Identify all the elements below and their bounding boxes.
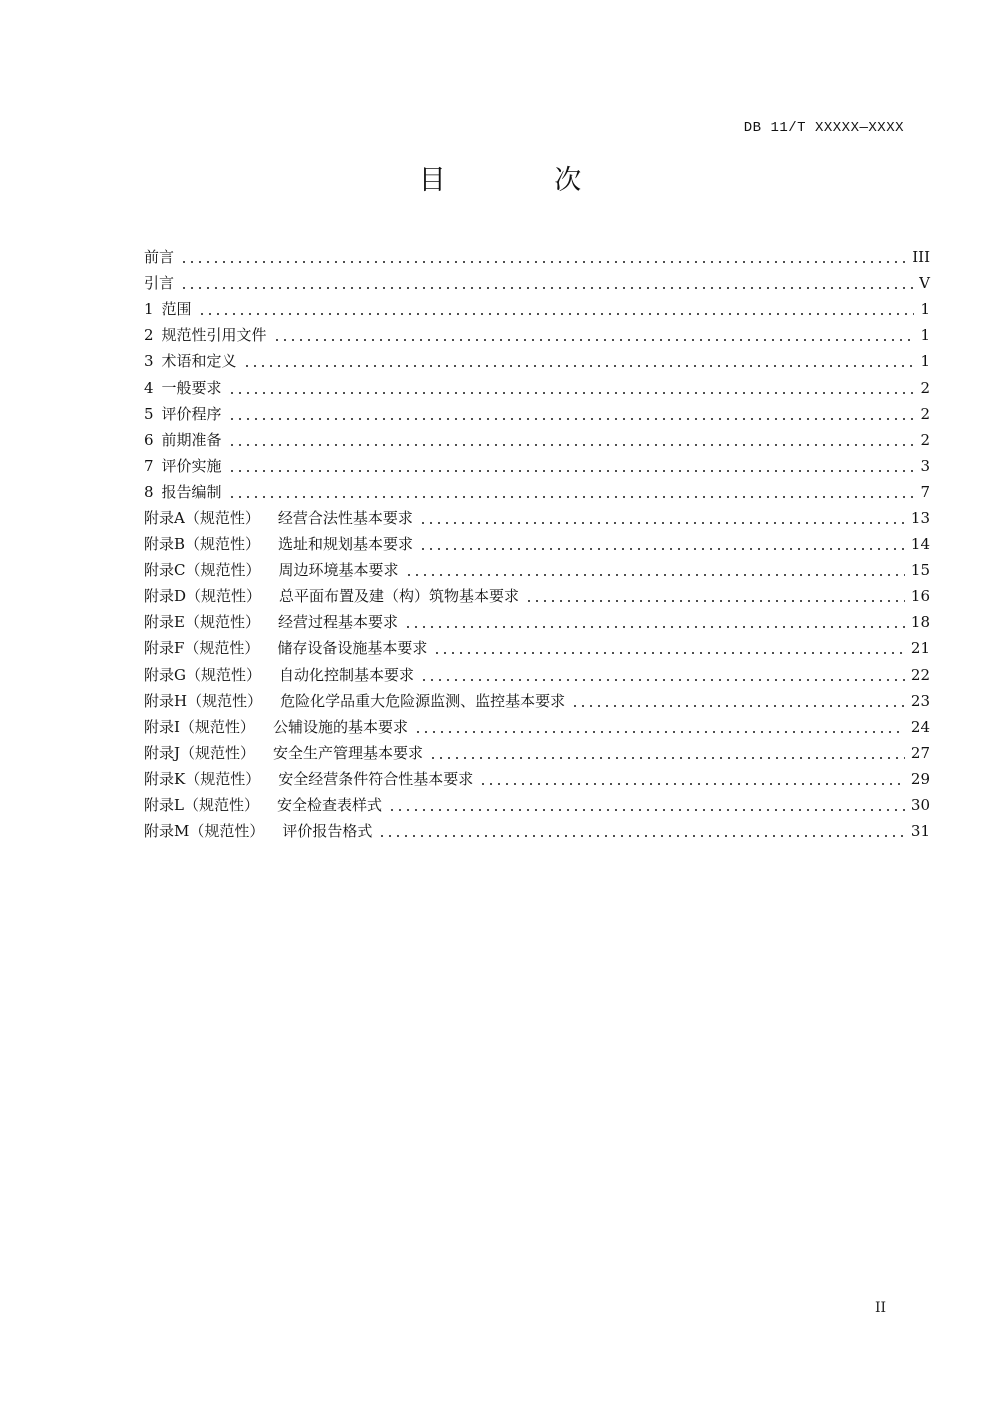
dot-leader xyxy=(228,496,914,498)
toc-entry-annex-label: 附录M（规范性） xyxy=(144,822,265,841)
dot-leader xyxy=(404,626,905,628)
dot-leader xyxy=(228,470,914,472)
toc-entry[interactable] xyxy=(144,427,930,453)
dot-leader xyxy=(228,392,914,394)
dot-leader xyxy=(429,757,905,759)
dot-leader xyxy=(273,339,914,341)
toc-entry-annex-label: 附录C（规范性） xyxy=(144,561,261,580)
dot-leader xyxy=(419,548,905,550)
toc-entry[interactable] xyxy=(144,505,930,531)
toc-entry[interactable] xyxy=(144,348,930,374)
toc-entry-page: 27 xyxy=(910,743,930,762)
toc-entry-page: 18 xyxy=(910,613,930,632)
toc-entry-title: 前期准备 xyxy=(161,430,222,449)
toc-entry-annex-label: 附录F（规范性） xyxy=(144,639,260,658)
toc-entry-annex-label: 附录H（规范性） xyxy=(144,691,263,710)
toc-entry-annex-label: 附录B（规范性） xyxy=(144,535,261,554)
dot-leader xyxy=(420,679,905,681)
dot-leader xyxy=(419,522,905,524)
toc-entry[interactable] xyxy=(144,714,930,740)
toc-entry-number: 1 xyxy=(144,300,154,319)
toc-entry-annex-label: 附录K（规范性） xyxy=(144,769,261,788)
page-title: 目 次 xyxy=(418,165,632,196)
toc-entry-title: 规范性引用文件 xyxy=(161,326,267,345)
toc-entry-annex-label: 附录J（规范性） xyxy=(144,743,256,762)
toc-entry-title: 储存设备设施基本要求 xyxy=(277,639,428,658)
toc-entry-title: 安全经营条件符合性基本要求 xyxy=(278,769,474,788)
toc-entry-page: 2 xyxy=(920,378,930,397)
toc-entry-page: 24 xyxy=(910,717,930,736)
toc-entry-annex-label: 附录E（规范性） xyxy=(144,613,260,632)
toc-entry-number: 7 xyxy=(144,456,154,475)
toc-entry-number: 6 xyxy=(144,430,154,449)
dot-leader xyxy=(180,287,913,289)
toc-entry-title: 危险化学品重大危险源监测、监控基本要求 xyxy=(280,691,566,710)
toc-entry-number: 4 xyxy=(144,378,154,397)
toc-entry-page: 23 xyxy=(910,691,930,710)
toc-entry[interactable] xyxy=(144,740,930,766)
toc-entry-title: 范围 xyxy=(161,300,192,319)
toc-entry-title: 一般要求 xyxy=(161,378,222,397)
toc-entry[interactable] xyxy=(144,609,930,635)
toc-entry-page: 29 xyxy=(910,769,930,788)
dot-leader xyxy=(571,705,905,707)
toc-entry-page: 3 xyxy=(920,456,930,475)
toc-entry-page: 7 xyxy=(920,482,930,501)
toc-entry[interactable] xyxy=(144,401,930,427)
toc-entry-page: 1 xyxy=(920,300,930,319)
toc-entry-title: 经营合法性基本要求 xyxy=(277,508,413,527)
dot-leader xyxy=(433,652,904,654)
toc-entry-title: 评价程序 xyxy=(161,404,222,423)
toc-entry-number: 5 xyxy=(144,404,154,423)
toc-entry[interactable] xyxy=(144,818,930,844)
dot-leader xyxy=(378,835,905,837)
dot-leader xyxy=(180,261,906,263)
toc-entry[interactable] xyxy=(144,244,930,270)
dot-leader xyxy=(405,574,905,576)
dot-leader xyxy=(414,731,905,733)
dot-leader xyxy=(388,809,905,811)
doc-code: DB 11/T XXXXX—XXXX xyxy=(743,120,904,136)
dot-leader xyxy=(479,783,905,785)
toc-entry-title: 自动化控制基本要求 xyxy=(278,665,414,684)
toc-entry-page: 14 xyxy=(910,535,930,554)
toc-entry-page: 21 xyxy=(910,639,930,658)
toc-entry-title: 经营过程基本要求 xyxy=(277,613,398,632)
toc-entry-title: 选址和规划基本要求 xyxy=(278,535,414,554)
toc-entry-page: 31 xyxy=(910,822,930,841)
toc-entry-number: 8 xyxy=(144,482,154,501)
toc-entry-title: 前言 xyxy=(144,248,175,267)
toc-entry-title: 评价实施 xyxy=(161,456,222,475)
toc-entry-page: 2 xyxy=(920,404,930,423)
toc-entry[interactable] xyxy=(144,270,930,296)
dot-leader xyxy=(198,313,914,315)
toc-entry[interactable] xyxy=(144,296,930,322)
toc-entry[interactable] xyxy=(144,662,930,688)
toc-entry-annex-label: 附录G（规范性） xyxy=(144,665,261,684)
toc-entry-page: 22 xyxy=(910,665,930,684)
toc-entry[interactable] xyxy=(144,322,930,348)
toc-entry[interactable] xyxy=(144,583,930,609)
toc-entry[interactable] xyxy=(144,557,930,583)
toc-entry-title: 周边环境基本要求 xyxy=(278,561,399,580)
dot-leader xyxy=(243,365,914,367)
dot-leader xyxy=(228,418,914,420)
dot-leader xyxy=(525,600,905,602)
toc-entry-page: 1 xyxy=(920,326,930,345)
toc-entry-title: 安全生产管理基本要求 xyxy=(273,743,424,762)
toc-entry[interactable] xyxy=(144,635,930,661)
toc-entry-title: 评价报告格式 xyxy=(282,822,373,841)
toc-entry-title: 总平面布置及建（构）筑物基本要求 xyxy=(279,587,520,606)
toc-entry-page: V xyxy=(919,274,930,293)
toc-entry[interactable] xyxy=(144,688,930,714)
toc-entry[interactable] xyxy=(144,766,930,792)
toc-entry[interactable] xyxy=(144,531,930,557)
toc-entry-page: 13 xyxy=(910,508,930,527)
toc-entry-annex-label: 附录D（规范性） xyxy=(144,587,262,606)
toc-entry[interactable] xyxy=(144,453,930,479)
toc-entry-title: 公辅设施的基本要求 xyxy=(272,717,408,736)
toc-entry-page: 1 xyxy=(920,352,930,371)
toc-entry-title: 术语和定义 xyxy=(161,352,237,371)
toc-entry-annex-label: 附录L（规范性） xyxy=(144,796,259,815)
toc-entry-page: III xyxy=(912,248,930,267)
toc-entry-number: 3 xyxy=(144,352,154,371)
toc-entry-page: 15 xyxy=(910,561,930,580)
toc-entry-title: 报告编制 xyxy=(161,482,222,501)
toc-entry-title: 安全检查表样式 xyxy=(276,796,382,815)
toc-entry-annex-label: 附录I（规范性） xyxy=(144,717,255,736)
toc-entry[interactable] xyxy=(144,479,930,505)
dot-leader xyxy=(228,444,914,446)
toc-entry-number: 2 xyxy=(144,326,154,345)
toc-entry-page: 30 xyxy=(910,796,930,815)
toc-entry[interactable] xyxy=(144,374,930,400)
toc-entry-page: 2 xyxy=(920,430,930,449)
page-number: II xyxy=(874,1300,886,1316)
toc-list xyxy=(144,244,930,844)
toc-entry[interactable] xyxy=(144,792,930,818)
toc-entry-title: 引言 xyxy=(144,274,175,293)
toc-entry-page: 16 xyxy=(910,587,930,606)
toc-entry-annex-label: 附录A（规范性） xyxy=(144,508,260,527)
